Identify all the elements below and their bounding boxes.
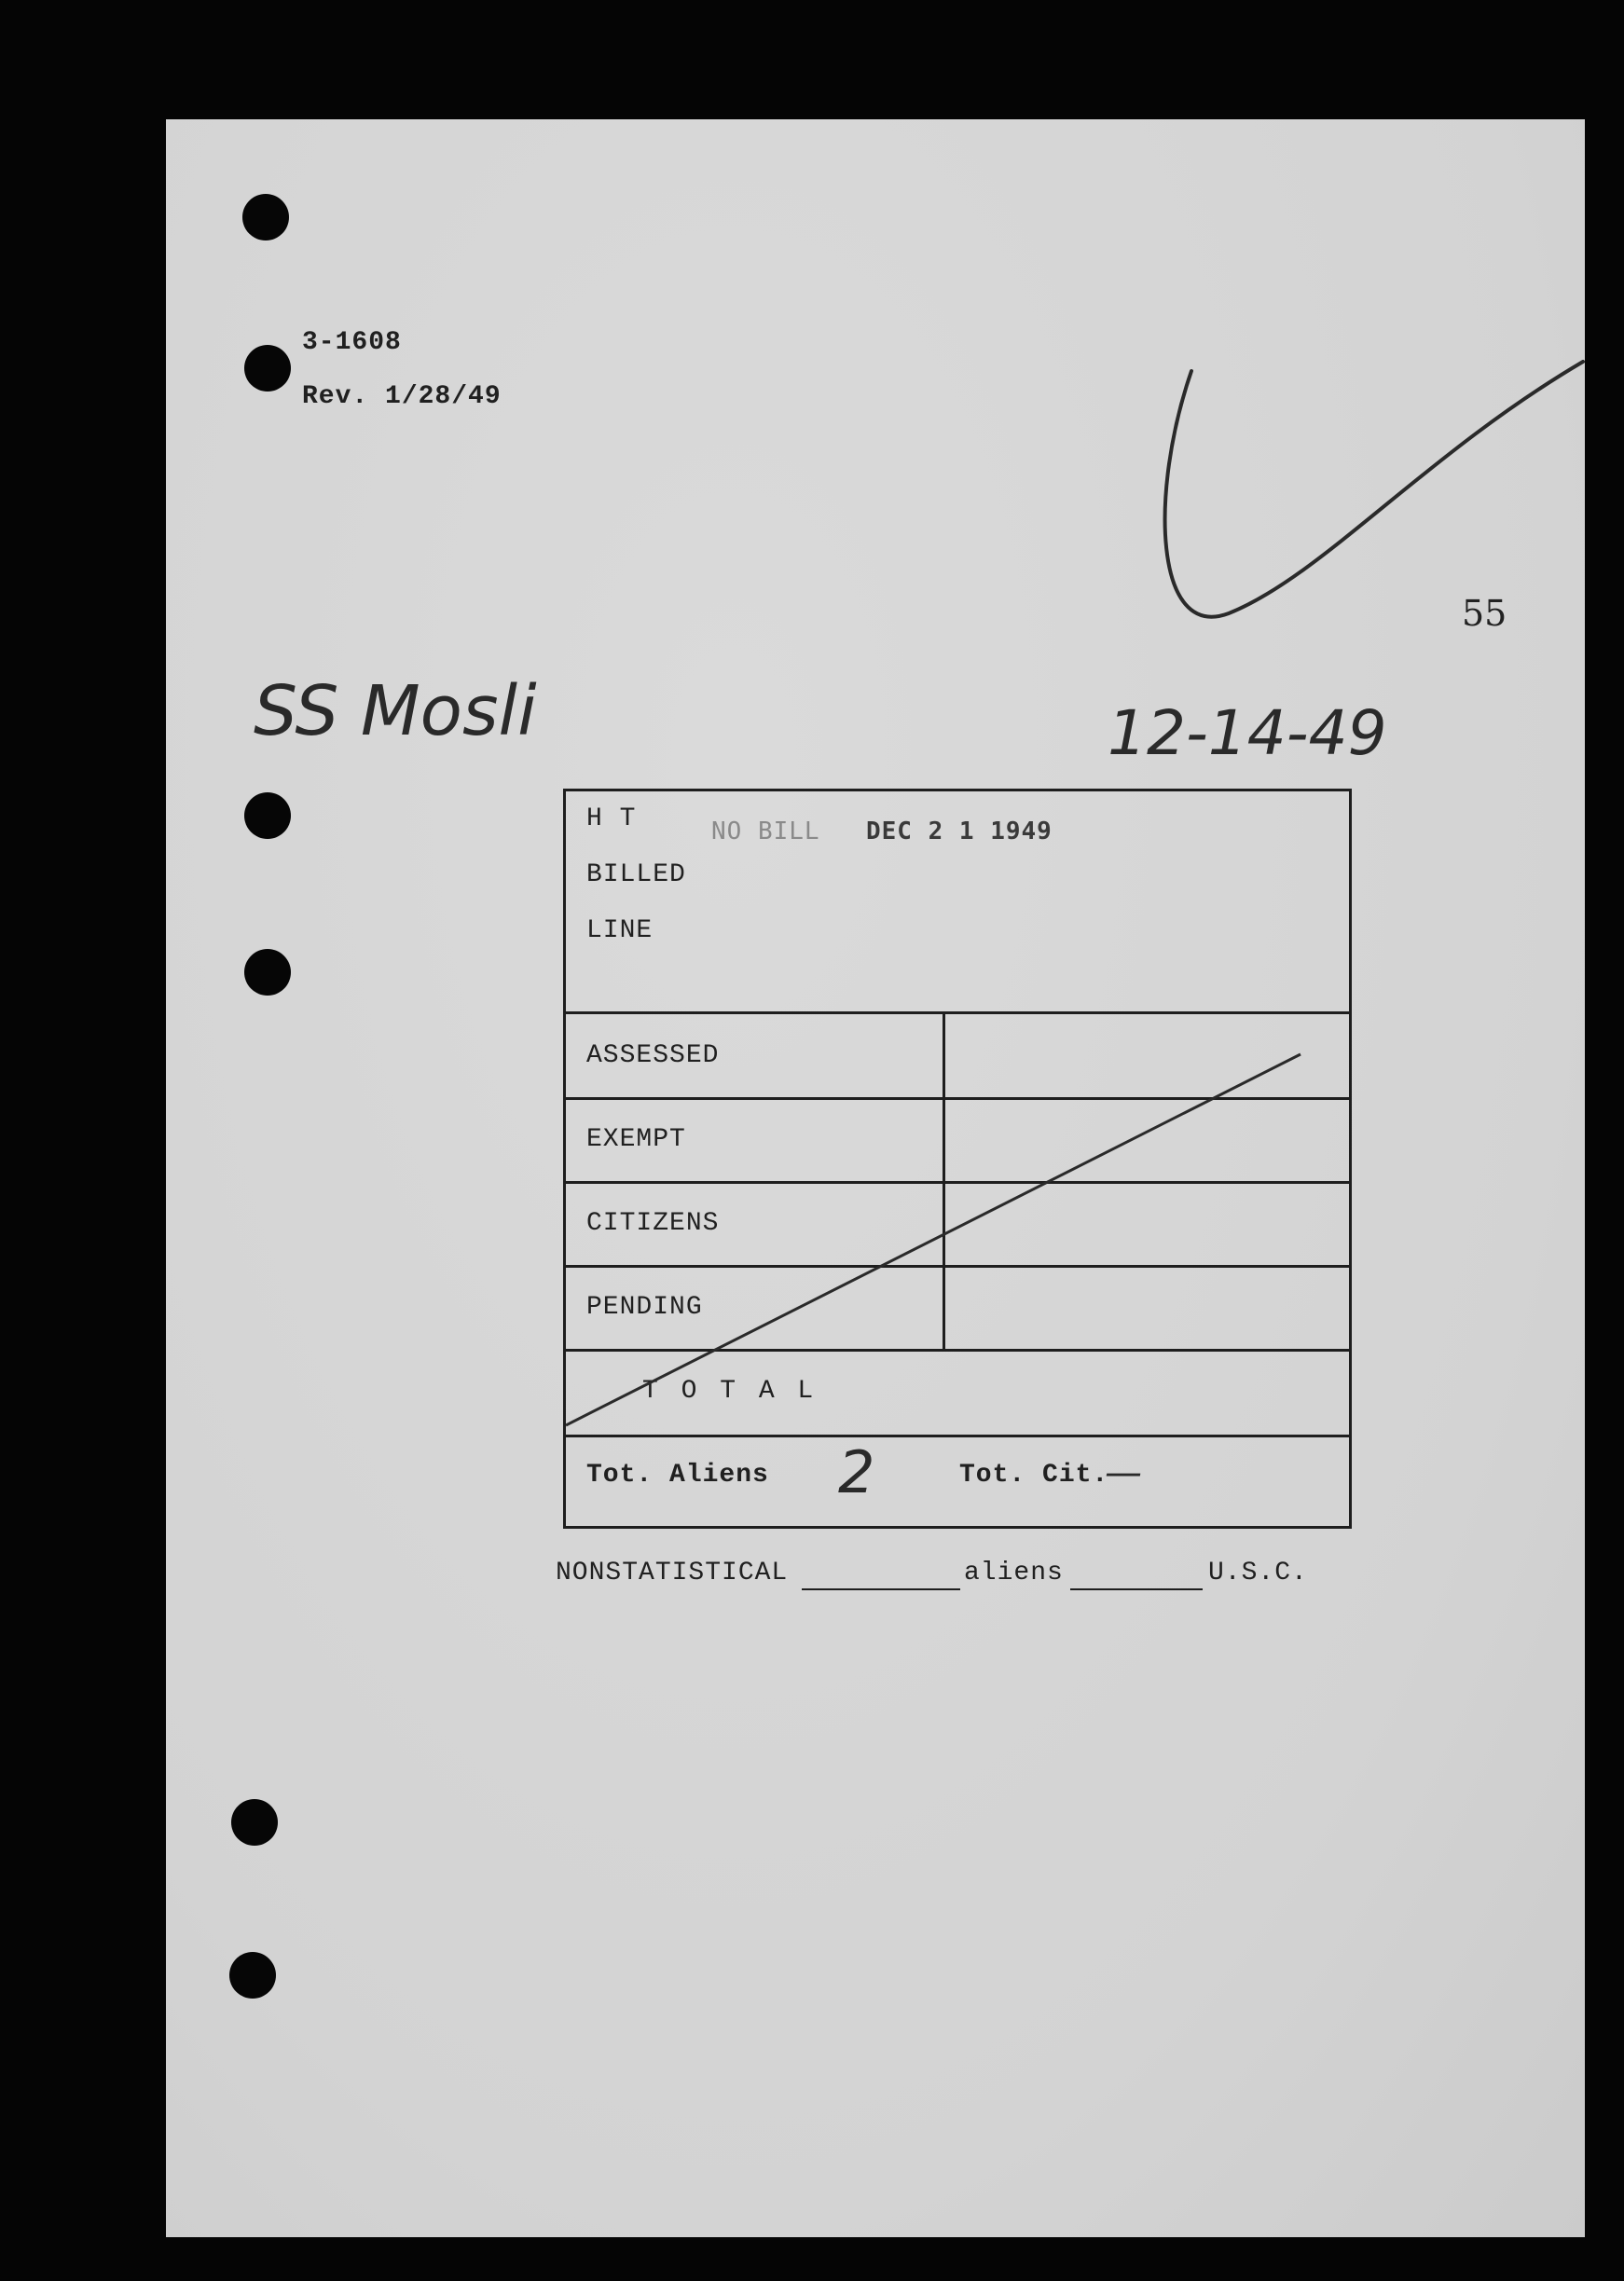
handwritten-date: 12-14-49 (1108, 697, 1387, 769)
row-billed: BILLED (586, 860, 686, 889)
usc-label: U.S.C. (1208, 1559, 1308, 1587)
tot-aliens-value: 2 (838, 1438, 875, 1506)
check-mark (1117, 343, 1592, 735)
punch-hole (244, 345, 291, 392)
form-number: 3-1608 (302, 328, 402, 357)
tot-aliens-label: Tot. Aliens (586, 1461, 769, 1490)
tot-cit-label: Tot. Cit. (959, 1461, 1109, 1490)
aliens-label: aliens (964, 1559, 1064, 1587)
punch-hole (229, 1952, 276, 1999)
nonstatistical-aliens-blank (802, 1588, 960, 1590)
row-exempt: EXEMPT (586, 1125, 686, 1154)
date-stamp: DEC 2 1 1949 (866, 818, 1053, 845)
tally-table (563, 789, 1352, 1529)
document-page (166, 119, 1585, 2237)
row-ht: H T (586, 804, 637, 833)
page-number: 55 (1462, 593, 1507, 634)
row-line: LINE (586, 916, 654, 945)
punch-hole (231, 1799, 278, 1846)
usc-blank (1070, 1588, 1203, 1590)
tot-cit-value: — (1105, 1451, 1142, 1494)
form-revision: Rev. 1/28/49 (302, 382, 502, 411)
row-pending: PENDING (586, 1293, 703, 1322)
strike-line (566, 791, 1349, 1526)
row-total: T O T A L (642, 1377, 818, 1406)
punch-hole (242, 194, 289, 240)
row-citizens: CITIZENS (586, 1209, 720, 1238)
no-bill-stamp: NO BILL (711, 818, 820, 845)
row-assessed: ASSESSED (586, 1041, 720, 1070)
punch-hole (244, 949, 291, 996)
nonstatistical-label: NONSTATISTICAL (556, 1559, 789, 1587)
vessel-name: SS Mosli (254, 671, 537, 751)
punch-hole (244, 792, 291, 839)
